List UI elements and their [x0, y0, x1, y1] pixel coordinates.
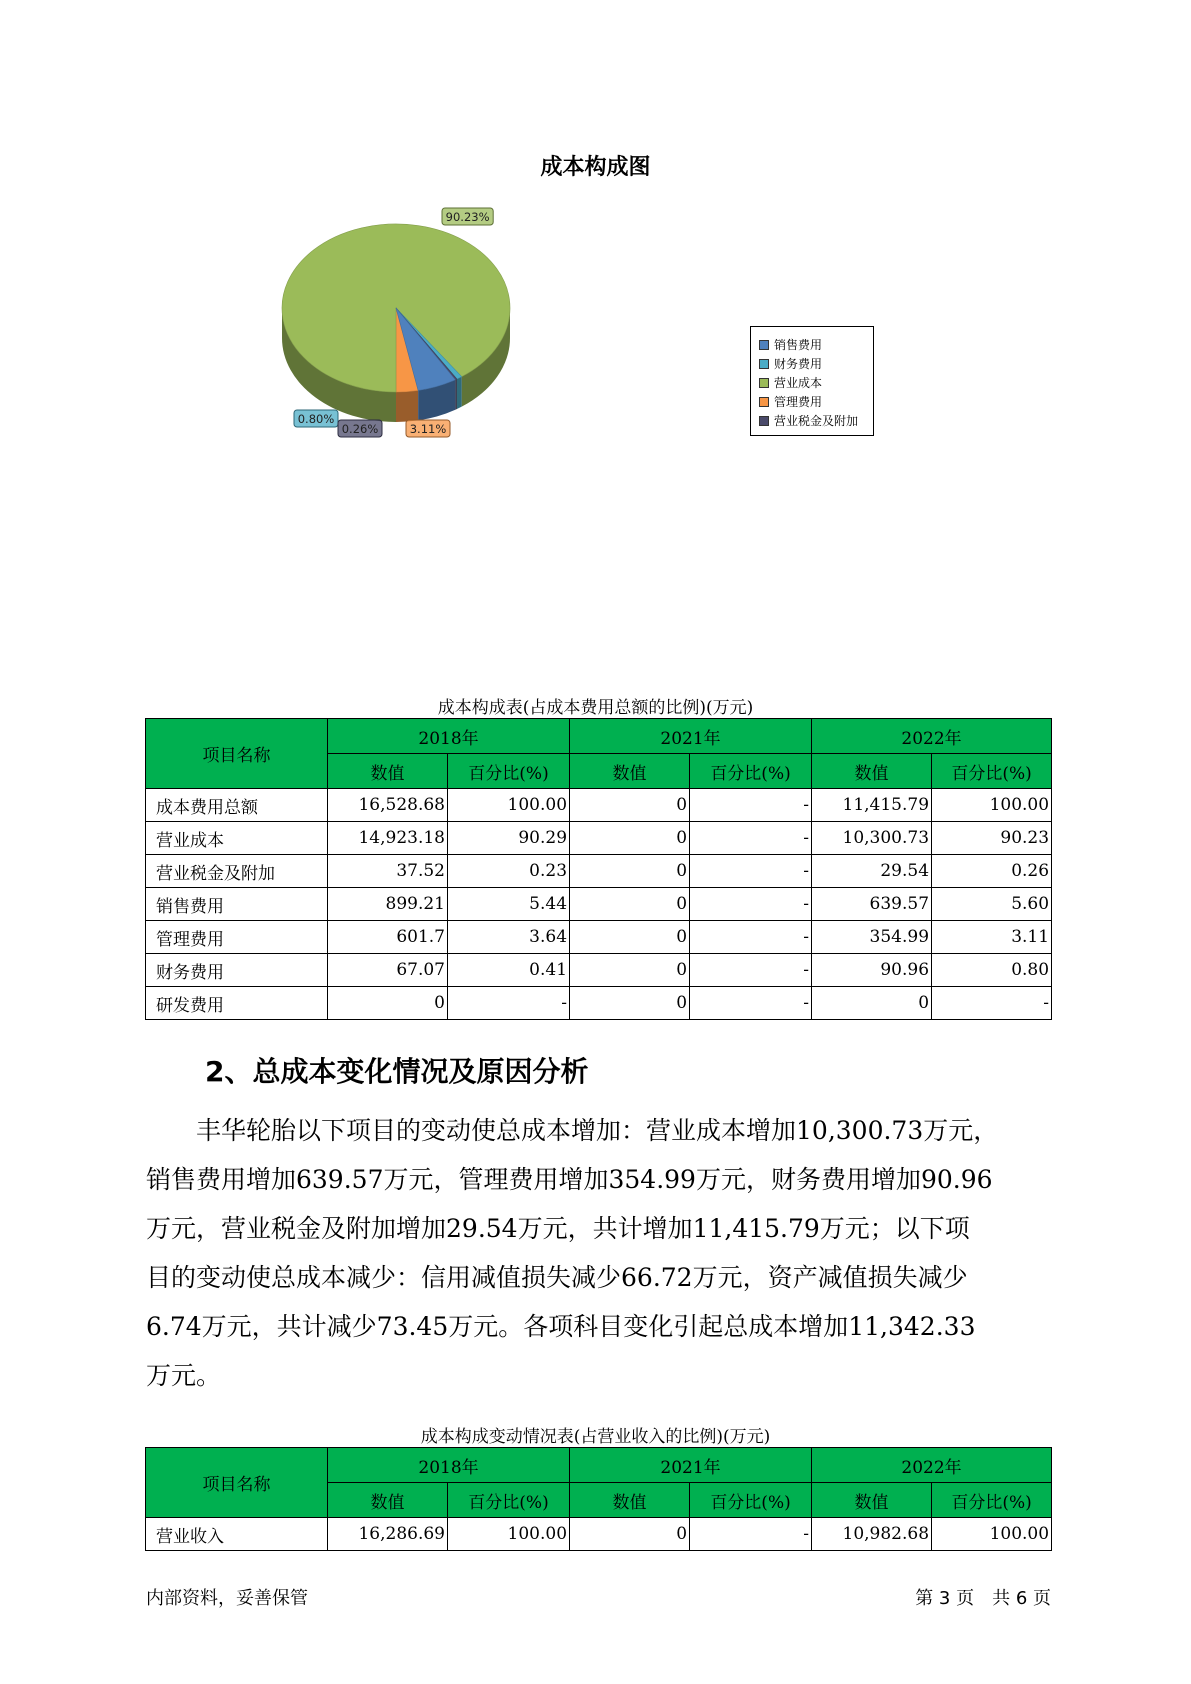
chart-title: 成本构成图: [540, 155, 651, 180]
table2-year-header: 2018年: [328, 1448, 570, 1483]
row-label: 研发费用: [146, 987, 328, 1020]
table1-subheader: 百分比(%): [690, 754, 812, 789]
legend-swatch: [759, 397, 769, 407]
legend-label: 营业成本: [774, 376, 823, 390]
cost-change-table: [145, 1447, 1052, 1551]
table2-subheader: 百分比(%): [690, 1483, 812, 1518]
legend-label: 财务费用: [774, 357, 823, 371]
pie-chart: [280, 200, 560, 445]
pie-label: 0.80%: [297, 412, 335, 426]
legend-item: [759, 335, 873, 354]
table-cell: 0: [570, 855, 690, 888]
table2-year-header: 2022年: [812, 1448, 1052, 1483]
table-cell: 0.23: [448, 855, 570, 888]
table1-subheader: 百分比(%): [448, 754, 570, 789]
pie-side-wall: [396, 390, 418, 422]
legend-item: [759, 411, 873, 430]
analysis-paragraph: [146, 1106, 1081, 1400]
table1-subheader: 数值: [812, 754, 932, 789]
table-cell: 0: [570, 789, 690, 822]
paragraph-line: 万元。: [146, 1361, 222, 1390]
table-cell: 0: [328, 987, 448, 1020]
table-cell: 0: [570, 954, 690, 987]
row-label: 成本费用总额: [146, 789, 328, 822]
table-cell: 0.26: [932, 855, 1052, 888]
table-cell: 90.96: [812, 954, 932, 987]
table2-caption: 成本构成变动情况表(占营业收入的比例)(万元): [420, 1427, 771, 1447]
table-cell: 100.00: [932, 1518, 1052, 1551]
table-cell: 29.54: [812, 855, 932, 888]
row-label: 管理费用: [146, 921, 328, 954]
table-cell: -: [690, 987, 812, 1020]
table-cell: 90.23: [932, 822, 1052, 855]
legend-item: [759, 392, 873, 411]
table-cell: -: [690, 888, 812, 921]
table-row: [146, 888, 1052, 921]
table-cell: 10,300.73: [812, 822, 932, 855]
chart-legend: [750, 326, 874, 436]
table1-subheader: 数值: [570, 754, 690, 789]
row-label: 营业成本: [146, 822, 328, 855]
row-label: 销售费用: [146, 888, 328, 921]
table-cell: -: [690, 954, 812, 987]
paragraph-line: 6.74万元，共计减少73.45万元。各项科目变化引起总成本增加11,342.33: [146, 1312, 976, 1341]
row-label: 营业税金及附加: [146, 855, 328, 888]
table1-year-header: 2022年: [812, 719, 1052, 754]
table-cell: 354.99: [812, 921, 932, 954]
table1-year-header: 2018年: [328, 719, 570, 754]
footer-confidential: 内部资料，妥善保管: [146, 1588, 308, 1609]
table2-year-header: 2021年: [570, 1448, 812, 1483]
legend-label: 管理费用: [774, 395, 823, 409]
table-cell: 100.00: [932, 789, 1052, 822]
table-row: [146, 855, 1052, 888]
table1-subheader: 百分比(%): [932, 754, 1052, 789]
table-cell: 5.44: [448, 888, 570, 921]
table-cell: 100.00: [448, 1518, 570, 1551]
table-row: [146, 822, 1052, 855]
table-cell: -: [932, 987, 1052, 1020]
table-cell: 16,528.68: [328, 789, 448, 822]
table-cell: 67.07: [328, 954, 448, 987]
table-cell: 601.7: [328, 921, 448, 954]
pie-label: 0.26%: [341, 422, 379, 436]
table-cell: -: [690, 822, 812, 855]
table-cell: 0.80: [932, 954, 1052, 987]
legend-label: 营业税金及附加: [774, 414, 859, 428]
table-cell: 5.60: [932, 888, 1052, 921]
table-cell: 0: [570, 987, 690, 1020]
table-cell: 0: [570, 822, 690, 855]
paragraph-line: 目的变动使总成本减少：信用减值损失减少66.72万元，资产减值损失减少: [146, 1263, 968, 1292]
table1-name-header: 项目名称: [146, 719, 328, 789]
legend-label: 销售费用: [774, 338, 823, 352]
table2-subheader: 数值: [570, 1483, 690, 1518]
legend-swatch: [759, 359, 769, 369]
table-cell: -: [690, 789, 812, 822]
cost-composition-table: [145, 718, 1052, 1020]
footer-page-number: 第 3 页 共 6 页: [915, 1588, 1051, 1609]
legend-item: [759, 354, 873, 373]
table-cell: 100.00: [448, 789, 570, 822]
table-cell: 639.57: [812, 888, 932, 921]
table-cell: 0: [812, 987, 932, 1020]
table2-subheader: 百分比(%): [448, 1483, 570, 1518]
table-cell: -: [690, 1518, 812, 1551]
table-cell: 0: [570, 1518, 690, 1551]
table-cell: -: [448, 987, 570, 1020]
paragraph-line: 万元，营业税金及附加增加29.54万元，共计增加11,415.79万元；以下项: [146, 1214, 970, 1243]
table1-caption: 成本构成表(占成本费用总额的比例)(万元): [437, 698, 754, 718]
table-cell: 0: [570, 921, 690, 954]
row-label: 营业收入: [146, 1518, 328, 1551]
table2-subheader: 百分比(%): [932, 1483, 1052, 1518]
pie-label: 3.11%: [409, 422, 447, 436]
table-cell: -: [690, 921, 812, 954]
table-cell: 899.21: [328, 888, 448, 921]
table1-subheader: 数值: [328, 754, 448, 789]
legend-item: [759, 373, 873, 392]
table-row: [146, 987, 1052, 1020]
table-row: [146, 921, 1052, 954]
table-cell: 16,286.69: [328, 1518, 448, 1551]
pie-side-wall: [455, 379, 457, 410]
table-cell: 90.29: [448, 822, 570, 855]
table-cell: 0: [570, 888, 690, 921]
table1-year-header: 2021年: [570, 719, 812, 754]
row-label: 财务费用: [146, 954, 328, 987]
paragraph-line: 丰华轮胎以下项目的变动使总成本增加：营业成本增加10,300.73万元，: [146, 1116, 999, 1145]
table-row: [146, 1518, 1052, 1551]
table-cell: 3.64: [448, 921, 570, 954]
legend-swatch: [759, 416, 769, 426]
pie-side-wall: [457, 377, 462, 409]
table-cell: 37.52: [328, 855, 448, 888]
table-cell: 14,923.18: [328, 822, 448, 855]
section-heading: 2、总成本变化情况及原因分析: [205, 1055, 589, 1088]
table-cell: 3.11: [932, 921, 1052, 954]
table-cell: 0.41: [448, 954, 570, 987]
paragraph-line: 销售费用增加639.57万元，管理费用增加354.99万元，财务费用增加90.96: [146, 1165, 993, 1194]
table2-subheader: 数值: [328, 1483, 448, 1518]
pie-label: 90.23%: [445, 210, 490, 224]
table-row: [146, 954, 1052, 987]
table2-subheader: 数值: [812, 1483, 932, 1518]
table-cell: 11,415.79: [812, 789, 932, 822]
table-row: [146, 789, 1052, 822]
table2-name-header: 项目名称: [146, 1448, 328, 1518]
legend-swatch: [759, 378, 769, 388]
legend-swatch: [759, 340, 769, 350]
table-cell: -: [690, 855, 812, 888]
table-cell: 10,982.68: [812, 1518, 932, 1551]
